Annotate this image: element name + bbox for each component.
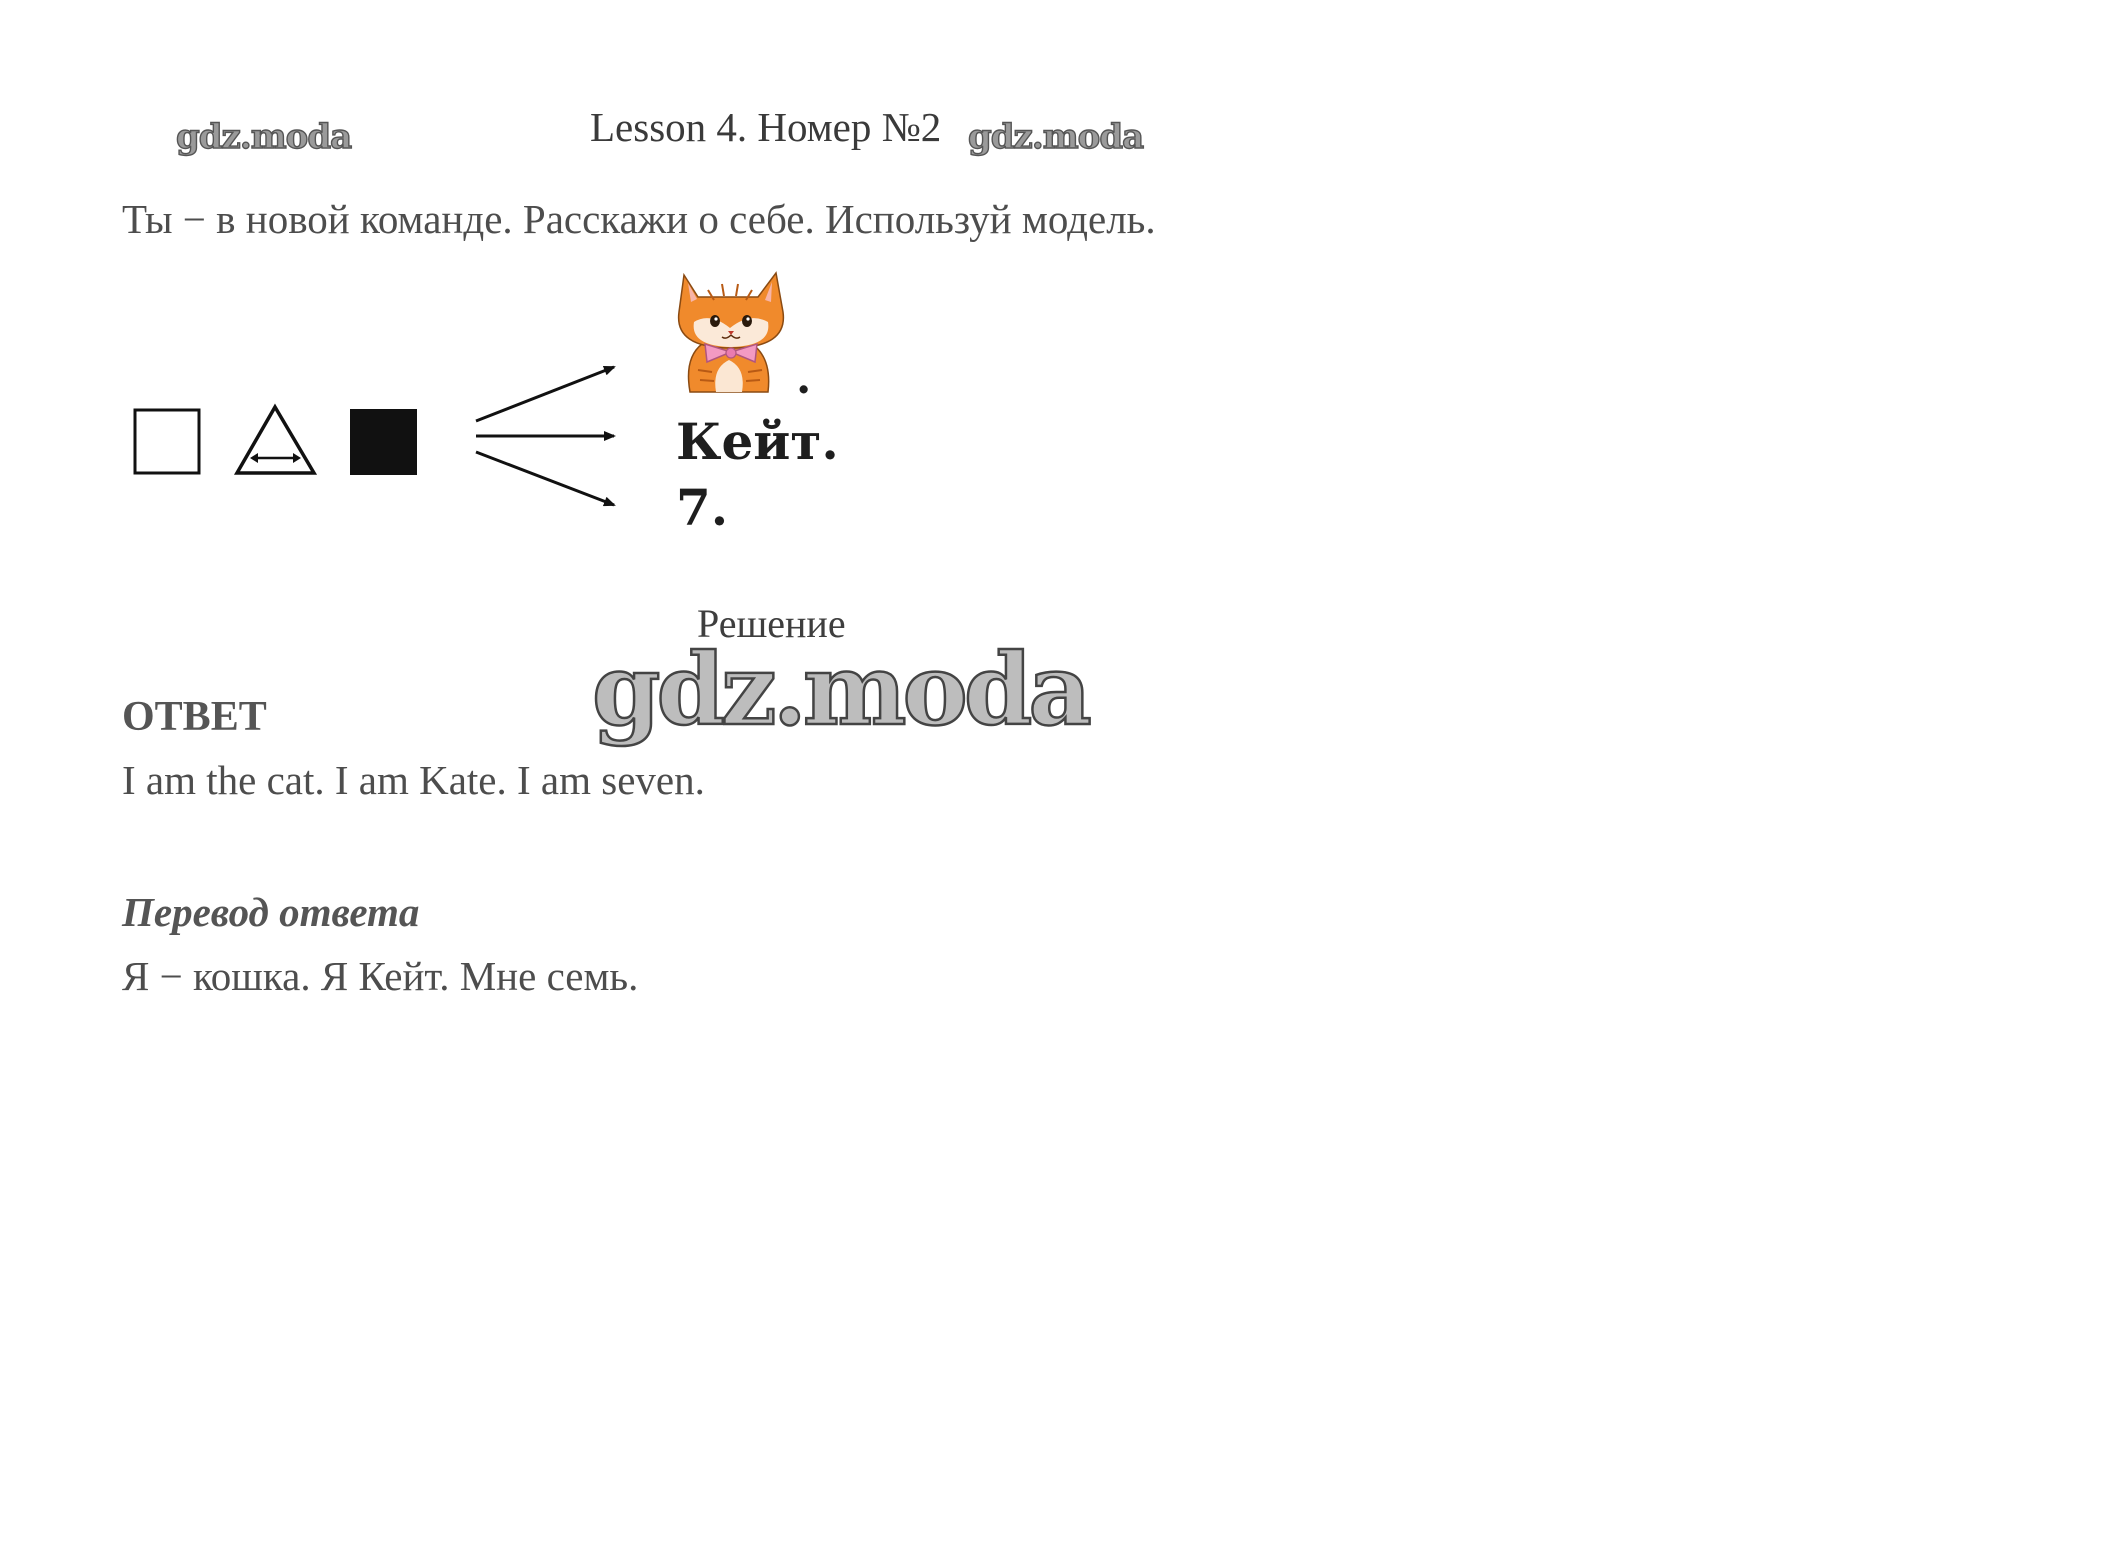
arrows xyxy=(476,367,614,505)
model-age-line: 7. xyxy=(676,478,729,537)
answer-text: I am the cat. I am Kate. I am seven. xyxy=(122,757,705,803)
watermark-logo: gdz.moda xyxy=(176,117,352,157)
watermark-logo-large: gdz.moda xyxy=(592,633,1088,748)
empty-square-icon xyxy=(135,410,199,473)
solution-label: Решение xyxy=(697,601,846,646)
filled-square-icon xyxy=(350,409,417,475)
model-diagram xyxy=(120,255,860,555)
page-title: Lesson 4. Номер №2 xyxy=(590,104,942,150)
model-line1-period: . xyxy=(796,353,812,404)
task-text: Ты − в новой команде. Расскажи о себе. Используй модель. xyxy=(122,196,1156,242)
triangle-arrows-icon xyxy=(237,407,314,473)
translation-text: Я − кошка. Я Кейт. Мне семь. xyxy=(122,953,639,999)
answer-heading: ОТВЕТ xyxy=(122,694,267,740)
model-name-line: Кейт. xyxy=(676,412,839,471)
translation-heading: Перевод ответа xyxy=(122,889,420,935)
watermark-logo-title: gdz.moda xyxy=(968,117,1144,157)
cat-icon xyxy=(679,273,784,392)
